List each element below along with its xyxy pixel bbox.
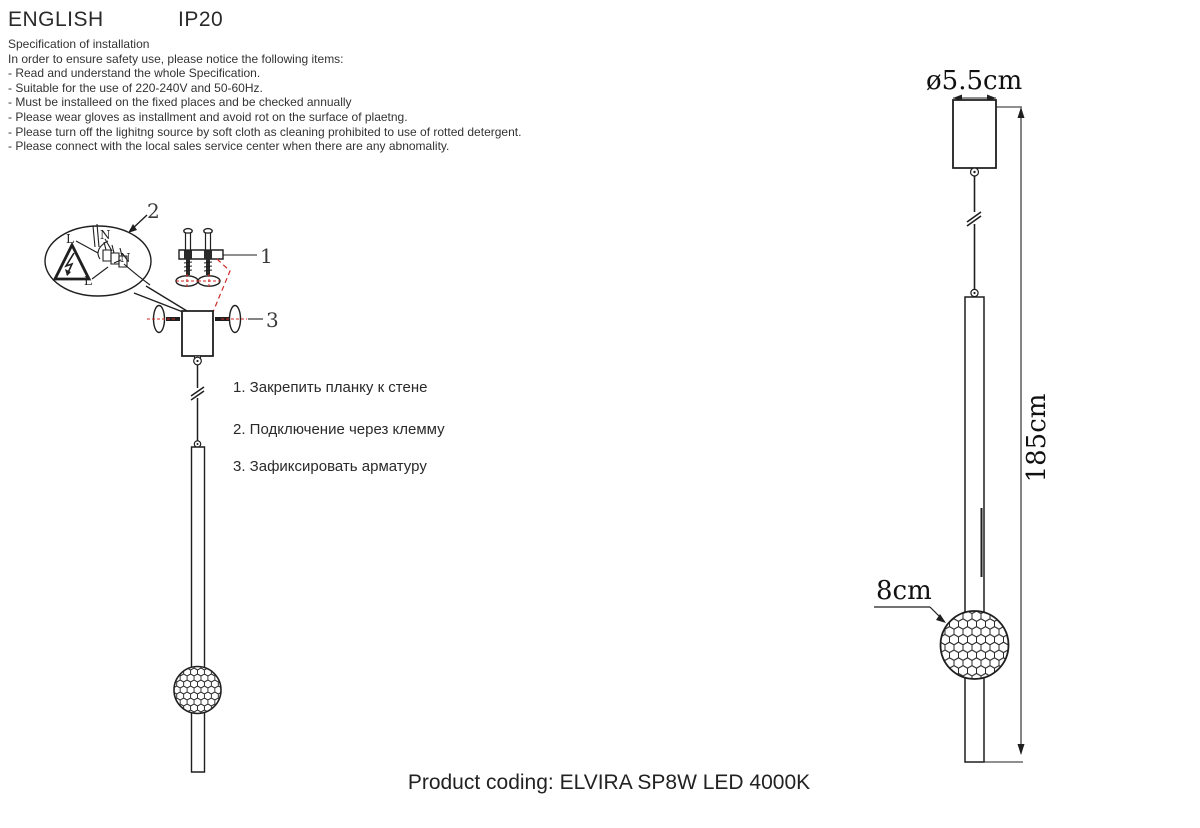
specification-block — [8, 37, 521, 154]
spec-item: - Read and understand the whole Specification. — [8, 66, 261, 81]
callout-number-1: 1 — [260, 244, 273, 268]
terminal-label-n-top: N — [100, 228, 111, 242]
spec-intro: In order to ensure safety use, please notice the following items: — [8, 51, 344, 66]
wall-anchors — [176, 274, 220, 288]
suspension-wire-left — [191, 356, 204, 447]
product-coding: Product coding: ELVIRA SP8W LED 4000K — [407, 771, 811, 794]
dim-total-height: 185cm — [1022, 393, 1052, 483]
language-label: ENGLISH — [8, 8, 104, 31]
spec-item: - Please turn off the lighitng source by soft cloth as cleaning prohibited to use of rotted detergent. — [8, 124, 522, 139]
callout-number-2: 2 — [147, 199, 160, 223]
installation-step-1: 1. Закрепить планку к стене — [233, 379, 428, 396]
dim-ball-diameter: 8cm — [876, 576, 932, 606]
terminal-label-l-bottom: L — [84, 274, 92, 288]
spec-title: Specification of installation — [8, 37, 150, 51]
canopy-right — [953, 100, 996, 168]
terminal-label-l-top: L — [66, 232, 74, 246]
installation-step-2: 2. Подключение через клемму — [233, 421, 445, 438]
terminal-label-n-right: N — [120, 251, 131, 265]
callout-2-leader — [128, 215, 147, 233]
ball-dimension-leader — [874, 607, 946, 623]
pendant-tube-right — [965, 297, 984, 762]
crystal-ball-right — [941, 611, 1009, 679]
pendant-tube-left — [192, 447, 205, 772]
canopy-left — [182, 311, 213, 356]
spec-item: - Must be installeed on the fixed places and be checked annually — [8, 95, 352, 110]
callout-number-3: 3 — [266, 308, 279, 332]
thumbscrew-right — [215, 306, 247, 333]
spec-item: - Please connect with the local sales service center when there are any abnomality. — [8, 139, 450, 154]
ip-rating-label: IP20 — [178, 8, 224, 31]
crystal-ball-left — [174, 667, 221, 714]
dim-canopy-diameter: ø5.5cm — [926, 66, 1023, 96]
installation-step-3: 3. Зафиксировать арматуру — [233, 458, 427, 475]
mounting-bracket — [179, 229, 223, 275]
spec-item: - Please wear gloves as installment and avoid rot on the surface of plaetng. — [8, 109, 408, 124]
spec-item: - Suitable for the use of 220-240V and 50-60Hz. — [8, 80, 263, 95]
suspension-wire-right — [967, 168, 981, 297]
